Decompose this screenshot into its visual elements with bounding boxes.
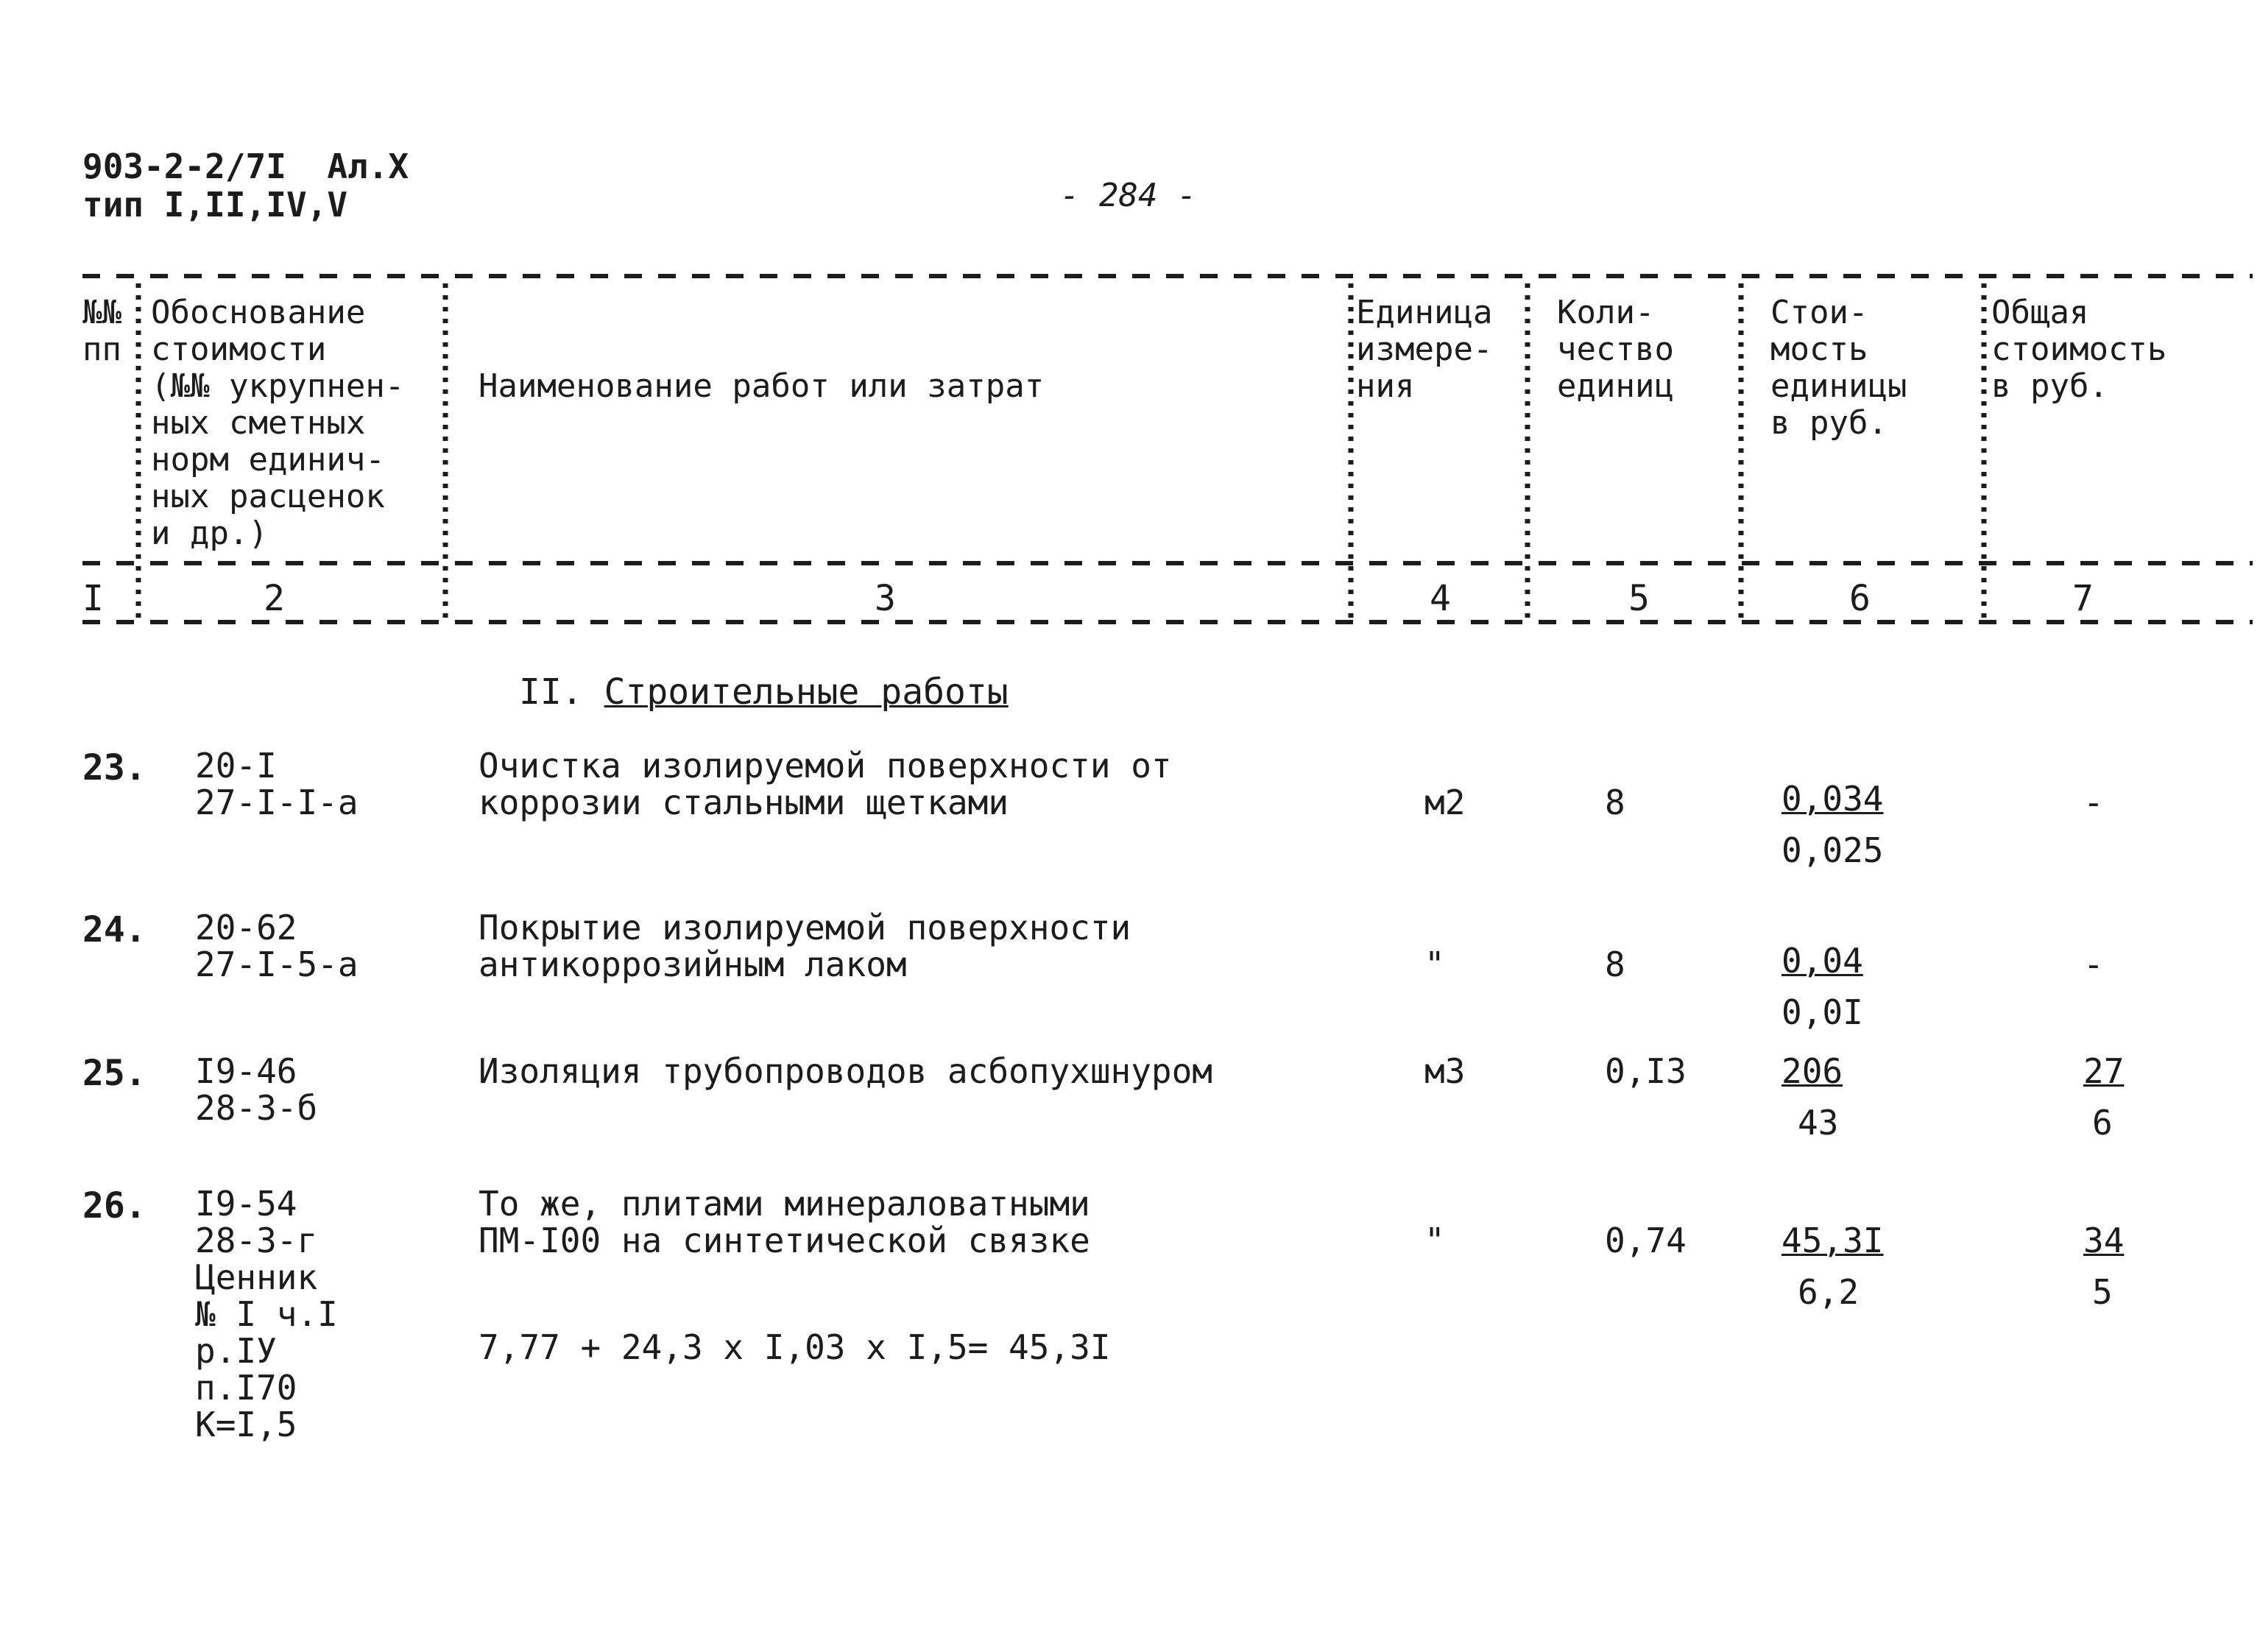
row-basis: 20-I 27-I-I-а — [195, 746, 359, 822]
unit-cost-total: 45,3I — [1781, 1221, 1884, 1260]
total-cost-wages: 5 — [2092, 1272, 2113, 1312]
row-work-name: Изоляция трубопроводов асбопухшнуром — [479, 1051, 1212, 1091]
row-work-name: То же, плитами минераловатными ПМ-I00 на синтетической связке — [479, 1184, 1090, 1260]
row-basis: 20-62 27-I-5-а — [195, 908, 359, 984]
column-number-5: 5 — [1628, 578, 1650, 619]
row-unit-cost — [1781, 1045, 1843, 1148]
unit-cost-wages: 0,0I — [1781, 992, 1863, 1032]
unit-cost-total: 0,034 — [1781, 779, 1884, 819]
column-header-basis: Обоснование стоимости (№№ укрупнен- ных сметных норм единич- ных расценок и др.) — [151, 294, 405, 552]
row-unit: м3 — [1424, 1051, 1466, 1091]
total-cost-total: 34 — [2083, 1221, 2125, 1260]
row-total-cost: - — [2083, 945, 2104, 984]
unit-cost-wages: 43 — [1798, 1103, 1839, 1143]
column-header-total-cost: Общая стоимость в руб. — [1991, 294, 2167, 405]
section-prefix: II. — [519, 671, 583, 713]
row-basis: I9-54 28-3-г Ценник № I ч.I р.IУ п.I70 К=I,5 — [195, 1184, 338, 1444]
row-unit-cost — [1781, 773, 1883, 876]
row-unit-cost — [1781, 935, 1863, 1038]
column-number-1: I — [82, 578, 104, 619]
column-number-4: 4 — [1430, 578, 1451, 619]
row-quantity: 0,74 — [1605, 1221, 1687, 1260]
column-number-7: 7 — [2072, 578, 2094, 619]
total-cost-wages: 6 — [2092, 1103, 2113, 1143]
total-cost-total: 27 — [2083, 1051, 2125, 1091]
row-number: 24. — [82, 909, 146, 950]
row-basis: I9-46 28-3-б — [195, 1051, 318, 1128]
row-formula: 7,77 + 24,3 x I,03 x I,5= 45,3I — [479, 1327, 1111, 1367]
unit-cost-wages: 6,2 — [1798, 1272, 1860, 1312]
section-title — [519, 671, 1009, 713]
row-number: 25. — [82, 1053, 146, 1094]
document-code-line2: тип I,II,IV,V — [82, 185, 348, 225]
column-number-6: 6 — [1849, 578, 1871, 619]
row-unit: м2 — [1424, 783, 1466, 822]
row-quantity: 8 — [1605, 783, 1625, 822]
column-header-unit: Единица измере- ния — [1356, 294, 1493, 405]
section-title-text: Строительные работы — [604, 671, 1009, 713]
page-number: - 284 - — [1060, 177, 1197, 214]
row-work-name: Очистка изолируемой поверхности от коррозии стальными щетками — [479, 746, 1172, 822]
row-quantity: 8 — [1605, 945, 1625, 984]
unit-cost-total: 0,04 — [1781, 941, 1863, 981]
column-header-quantity: Коли- чество единиц — [1557, 294, 1674, 405]
unit-cost-wages: 0,025 — [1781, 830, 1884, 870]
document-code-line1: 903-2-2/7I Ал.X — [82, 147, 409, 186]
row-unit-cost — [1781, 1215, 1883, 1318]
column-header-unit-cost: Стои- мость единицы в руб. — [1770, 294, 1907, 442]
row-unit: " — [1424, 945, 1445, 984]
row-work-name: Покрытие изолируемой поверхности антикоррозийным лаком — [479, 908, 1131, 984]
row-total-cost — [2083, 1215, 2124, 1318]
column-number-3: 3 — [875, 578, 896, 619]
row-number: 23. — [82, 747, 146, 788]
row-unit: " — [1424, 1221, 1445, 1260]
column-number-2: 2 — [264, 578, 285, 619]
unit-cost-total: 206 — [1781, 1051, 1843, 1091]
column-header-work-name: Наименование работ или затрат — [479, 367, 1045, 405]
column-header-number: №№ пп — [82, 294, 121, 368]
row-total-cost — [2083, 1045, 2124, 1148]
row-total-cost: - — [2083, 783, 2104, 822]
row-quantity: 0,I3 — [1605, 1051, 1687, 1091]
row-number: 26. — [82, 1185, 146, 1226]
